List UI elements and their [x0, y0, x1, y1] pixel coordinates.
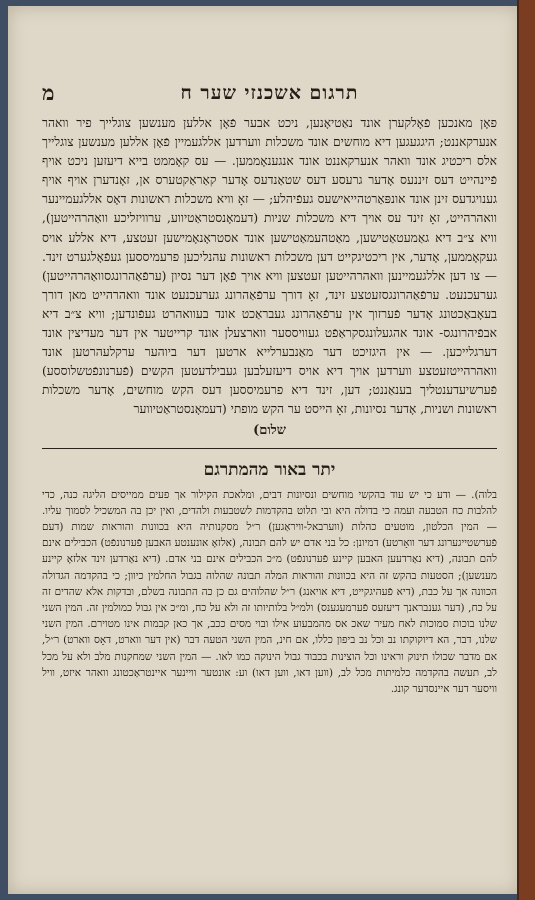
running-title: תרגום אשכנזי שער ח — [180, 82, 359, 104]
book-spine — [517, 0, 535, 900]
page-number: מ — [42, 80, 55, 105]
main-text-block: פאָן מאנכען פֿאָלקערן אונד נאַטיאָנען, ניכט אבער פֿאָן אללען מענשען צוגלייך פיר וואהר אנערקאננט; היגגעגען דיא מוחשים אונד משכלות ווערדען אללגעמיין פֿאָן אללען מענשען צוגלייך אלס ריכטיג אונד וואהר אנערקאננט אונד אנגענאָממען. — עס קאָממט בייא דיעזען ניכט אויף פֿיינהייט דעס זיננעס אָדער גרעסע דעס שטאַנדעס אָדער קאַראַקטערס אן, זאָנדערן אויף אויף גענויגדעס זינן אונד אונפּאַרטהייאישעס געפֿיהלע; — זאָ וויא משכלות ראשונות דאָס אללגעמיינער וואהרהייט, זאָ זינד עס אויך דיא משכלות שניות (דעמאָנסטראַטיווע, ערוויזליכע וואַהרהייטען), וויא צ״ב דיא גאַמעטאַטישען, מאַטהעמאַטישען אונד אסטראָנאָמישען זעטצע, דיא אללע אויס געקאָממען, אָדער, אין ריכטיגקייט דען משכלות ראשונות עהנליכען פרעמיססען געפֿאָלגערט זינד. — צו דען אללגעמיינען וואהרהייטען זעטצען וויא אויך פֿאָן דער נסיון (ערפֿאַהרונגסוואַהרהייטען) גערעכנעט. ערפֿאַהרונגסזעטצע זינד, זאָ דורך ערפֿאַהרונג גערעכנעט אונד וואהרהייט מאן דורך בעאָבאַכטונג אָדער פֿערזוך אין ערפֿאַהרונג געבראַכט אונד בעוואהרט געפֿונדען; וויא צ״ב דיא אבפֿיהרונגס- אונד אהגעלונגסקראַפֿט געוויססער ווארצעלן אונד קרייטער אין דער מעדיצין אונד דערגלייכען. — אין היגזיכט דער מאַנבערלייא ארטען דער ביוהער ערקלעהרטען אונד וואהרהייטזעטצע ווערדען אויך דיא אויס דיעזעלבען געבילדעטען הקשים (פֿערנונפֿטשלוססע) פֿערשיעדענטליך בענאַננט; דען, זינד דיא פרעמיססען דעס הקש מוחשים, אָדער משכלות ראשונות ושניות, אָדער נסיונות, זאָ הייסט ער הקש מופתי (דעמאָנסטראַטיווער — [42, 116, 497, 417]
commentary-block: בלוה). — ודע כי יש עוד בהקשי מוחשים ונסיונות דבים, ומלאכת הקילור אך פעים ממייסים הליגה כנה, כדי להלבות כח הטבעה ועמה כי בדולה היא ובי תלוט בהקדמות לשטבעות ולהדים, ואין יכן בה המשכיל לסמוך עליו. — המין הכלטון, מוטעים כהלות (ווערבאל-וויראַגען) ר״ל מסקנותיה היא בכוונות והוראות שמות (דעם פֿערשטייגערונג דער וואָרטע) דמיונן: כל בני אדם יש להם תבונה, (אלזאָ אונענטע האבען פֿערנונפֿט) הכבילים אינם להם תבונה, (דיא נאַרדעען האבען קיינע פֿערנונפֿט) מ״כ הכבילים אינם בני אדם. (דיא נאַרדען זינד אלזאָ קיינע מענשען); הסטעות בהקש זה היא בכוונות והוראות המלה תבונה שהלוה בגבול החלמין כיוון; כי בהקדמה הגדולה הכוונה אך על כבת, (דיא פֿעהיגקייט, דיא אויאנג) ר״ל שהלוהים גם כן כה התבונה בשלם, ובדקות אלא שהדים זה על כח, (דער גענבראנך דיעזעס פֿערמעגענס) ולמ״ל בלותיותו זה ולא על כח, ומ״כ אין גבול כמולמין זה. המין השני שלנו בוכות סמוכות לאח מעיר שאכ אס מהמבעוע אילו ובוי מסים ככב, אך כאן קבמות אינו מטוירם. המין השני שלנו, דבר, הא דיוקוקתו נב וכל נב ביפון כללו, אם חינ, המין השני הטעה דבר (אין דער ווארט, דאָס ווארט) ר״ל, אם מדבר שכולו תינוק וראינו וכל הוצינות בכבוד גבול הינוקה כמו לאו. — המין השני שמחקנות מלב ולא על מכל לב, תעשה בהקדמה כלמיתות מכל לב, (ווען דאו, ווען דאו) וע: אונטער וויינער איינטראַכטונג וואהר איזט, וויל וויסער דער איינסדער קונג. — [42, 488, 497, 695]
page-content — [42, 76, 497, 697]
page-header — [42, 76, 497, 110]
section-divider — [42, 448, 497, 449]
section-heading: יתר באור מהמתרגם — [203, 459, 336, 480]
book-page — [8, 6, 520, 894]
closing-word: שלום) — [253, 422, 286, 438]
